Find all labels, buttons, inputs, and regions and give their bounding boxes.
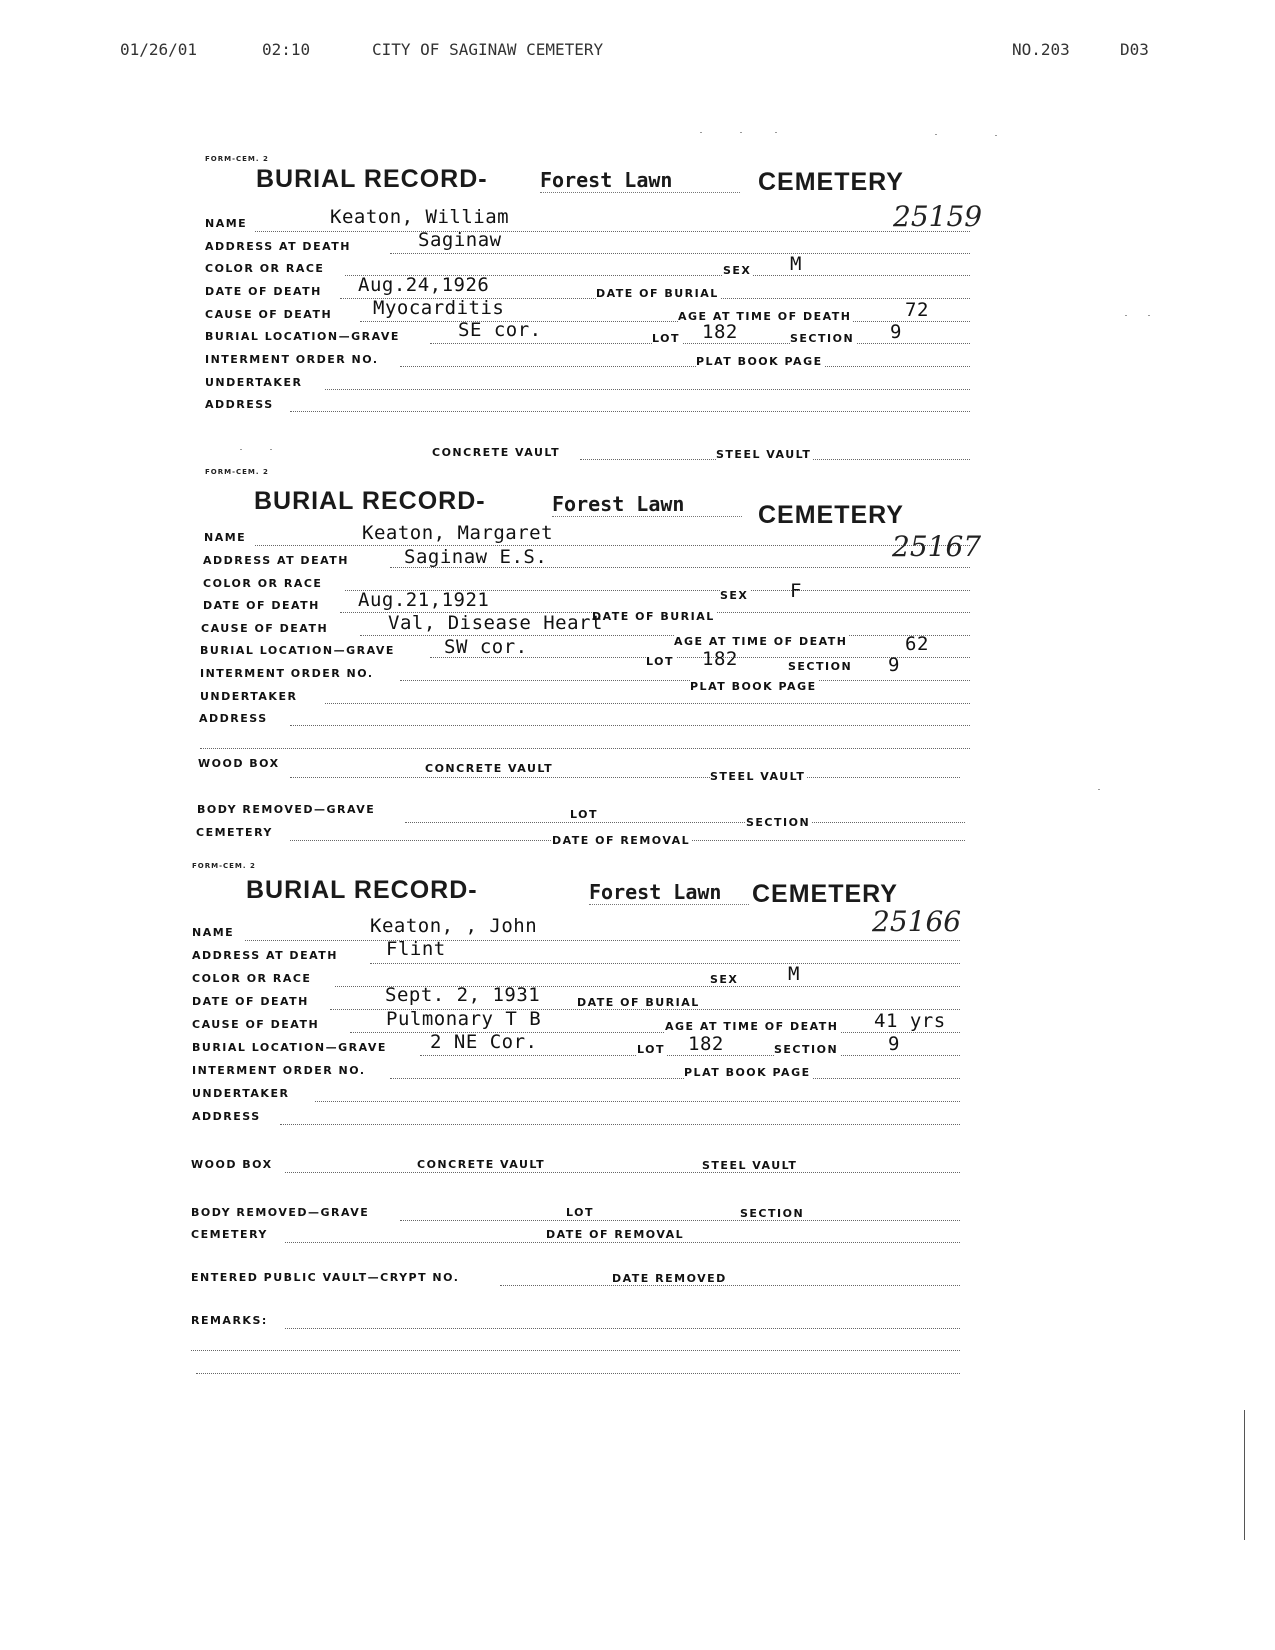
cemetery-word: CEMETERY [758,168,904,196]
vault-line [285,1172,960,1173]
scan-speck [1125,315,1127,316]
lot-label: LOT [637,1043,665,1056]
form-number: FORM-CEM. 2 [192,862,256,870]
plat-book-label: PLAT BOOK PAGE [684,1066,811,1079]
scan-speck [775,132,777,133]
cemetery-label: CEMETERY [196,826,273,839]
burial-location-label: BURIAL LOCATION—GRAVE [205,330,400,343]
age-label: AGE AT TIME OF DEATH [665,1020,839,1033]
address-at-death-value: Saginaw E.S. [404,546,548,568]
sex-value: M [788,963,800,985]
section-label: SECTION [790,332,855,345]
decedent-name: Keaton, Margaret [362,522,554,544]
section-label: SECTION [746,816,811,829]
grave-value: 2 NE Cor. [430,1031,538,1053]
sex-label: SEX [723,264,752,277]
cause-of-death-line [360,321,970,322]
cause-of-death-value: Myocarditis [373,297,505,319]
lot-label: LOT [646,655,674,668]
scan-speck [240,449,242,450]
lot-value: 182 [702,648,738,670]
record-title: BURIAL RECORD- [254,487,486,515]
color-race-label: COLOR OR RACE [203,577,323,590]
scan-speck [700,132,702,133]
remarks-line-2 [191,1350,960,1351]
record-number: 25159 [893,200,983,233]
address-at-death-label: ADDRESS AT DEATH [203,554,349,567]
date-of-death-label: DATE OF DEATH [205,285,322,298]
form-number: FORM-CEM. 2 [205,155,269,163]
form-number: FORM-CEM. 2 [205,468,269,476]
date-of-death-value: Aug.21,1921 [358,589,490,611]
remarks-line-3 [196,1373,960,1374]
cemetery-name: Forest Lawn [589,880,749,905]
name-label: NAME [192,926,235,939]
address-at-death-value: Flint [386,938,446,960]
interment-line [400,680,970,681]
cause-of-death-label: CAUSE OF DEATH [192,1018,320,1031]
cemetery-name: Forest Lawn [552,492,742,517]
entered-public-vault-label: ENTERED PUBLIC VAULT—CRYPT NO. [191,1271,460,1284]
wood-box-label: WOOD BOX [198,757,280,770]
address-at-death-label: ADDRESS AT DEATH [192,949,338,962]
sex-value: F [790,580,802,602]
name-line [245,940,960,941]
address-at-death-line [390,253,970,254]
body-removed-label: BODY REMOVED—GRAVE [197,803,376,816]
scan-speck [270,449,272,450]
undertaker-line [325,389,970,390]
color-race-label: COLOR OR RACE [205,262,325,275]
interment-line [390,1078,960,1079]
interment-order-label: INTERMENT ORDER NO. [192,1064,366,1077]
section-value: 9 [890,321,902,343]
public-vault-line [500,1285,960,1286]
age-label: AGE AT TIME OF DEATH [678,310,852,323]
date-of-death-value: Aug.24,1926 [358,274,490,296]
address-at-death-label: ADDRESS AT DEATH [205,240,351,253]
decedent-name: Keaton, , John [370,915,538,937]
undertaker-line [315,1101,960,1102]
date-of-death-value: Sept. 2, 1931 [385,984,541,1006]
body-removed-label: BODY REMOVED—GRAVE [191,1206,370,1219]
remarks-label: REMARKS: [191,1314,268,1327]
scan-speck [995,135,997,136]
body-removed-line [405,822,965,823]
age-value: 72 [905,299,929,321]
body-removed-line [400,1220,960,1221]
steel-vault-label: STEEL VAULT [716,448,812,461]
lot-value: 182 [688,1033,724,1055]
section-label: SECTION [740,1207,805,1220]
undertaker-label: UNDERTAKER [205,376,303,389]
name-line [255,545,970,546]
color-race-label: COLOR OR RACE [192,972,312,985]
lot-label: LOT [570,808,598,821]
age-label: AGE AT TIME OF DEATH [674,635,848,648]
wood-box-label: WOOD BOX [191,1158,273,1171]
scan-speck [935,134,937,135]
decedent-name: Keaton, William [330,206,510,228]
cemetery-word: CEMETERY [752,880,898,908]
cause-of-death-value: Pulmonary T B [386,1008,542,1030]
interment-order-label: INTERMENT ORDER NO. [205,353,379,366]
cemetery-label: CEMETERY [191,1228,268,1241]
address-at-death-line [370,963,960,964]
plat-book-label: PLAT BOOK PAGE [696,355,823,368]
name-label: NAME [205,217,248,230]
undertaker-label: UNDERTAKER [192,1087,290,1100]
grave-value: SW cor. [444,636,528,658]
scan-speck [1148,315,1150,316]
burial-location-line [420,1055,960,1056]
scan-speck [740,132,742,133]
age-value: 62 [905,633,929,655]
lot-value: 182 [702,321,738,343]
cause-of-death-label: CAUSE OF DEATH [205,308,333,321]
date-of-death-label: DATE OF DEATH [192,995,309,1008]
date-of-removal-label: DATE OF REMOVAL [546,1228,685,1241]
concrete-vault-label: CONCRETE VAULT [425,762,554,775]
section-value: 9 [888,1033,900,1055]
steel-vault-label: STEEL VAULT [710,770,806,783]
fax-time: 02:10 [262,40,311,59]
address-label: ADDRESS [192,1110,261,1123]
lot-label: LOT [566,1206,594,1219]
address-line [290,725,970,726]
sex-label: SEX [720,589,749,602]
undertaker-label: UNDERTAKER [200,690,298,703]
scan-edge-line [1244,1410,1245,1540]
lot-label: LOT [652,332,680,345]
address-line [280,1124,960,1125]
fax-number: NO.203 [1012,40,1070,59]
burial-location-line [430,343,970,344]
sex-value: M [790,253,802,275]
cause-of-death-value: Val, Disease Heart [388,612,603,634]
address-line-2 [200,748,970,749]
undertaker-line [325,703,970,704]
steel-vault-label: STEEL VAULT [702,1159,798,1172]
cause-of-death-label: CAUSE OF DEATH [201,622,329,635]
grave-value: SE cor. [458,319,542,341]
date-of-burial-label: DATE OF BURIAL [592,610,715,623]
concrete-vault-label: CONCRETE VAULT [417,1158,546,1171]
vault-line [290,777,960,778]
fax-date: 01/26/01 [120,40,198,59]
fax-sender: CITY OF SAGINAW CEMETERY [372,40,604,59]
section-label: SECTION [774,1043,839,1056]
burial-location-label: BURIAL LOCATION—GRAVE [192,1041,387,1054]
scan-speck [1098,789,1100,790]
cemetery-line [285,1242,960,1243]
cemetery-word: CEMETERY [758,501,904,529]
name-label: NAME [204,531,247,544]
address-label: ADDRESS [205,398,274,411]
record-number: 25166 [872,905,962,938]
address-label: ADDRESS [199,712,268,725]
section-value: 9 [888,654,900,676]
remarks-line [285,1328,960,1329]
cemetery-name: Forest Lawn [540,168,740,193]
address-line [290,411,970,412]
age-value: 41 yrs [874,1010,946,1032]
fax-page: D03 [1120,40,1149,59]
record-number: 25167 [892,530,982,563]
date-of-burial-label: DATE OF BURIAL [596,287,719,300]
interment-line [400,366,970,367]
date-of-burial-label: DATE OF BURIAL [577,996,700,1009]
name-line [255,231,970,232]
interment-order-label: INTERMENT ORDER NO. [200,667,374,680]
fax-header [0,40,1275,68]
section-label: SECTION [788,660,853,673]
burial-location-label: BURIAL LOCATION—GRAVE [200,644,395,657]
address-at-death-value: Saginaw [418,229,502,251]
record-title: BURIAL RECORD- [246,876,478,904]
date-of-removal-label: DATE OF REMOVAL [552,834,691,847]
date-of-death-label: DATE OF DEATH [203,599,320,612]
plat-book-label: PLAT BOOK PAGE [690,680,817,693]
concrete-vault-label: CONCRETE VAULT [432,446,561,459]
record-title: BURIAL RECORD- [256,165,488,193]
sex-label: SEX [710,973,739,986]
date-removed-label: DATE REMOVED [612,1272,727,1285]
